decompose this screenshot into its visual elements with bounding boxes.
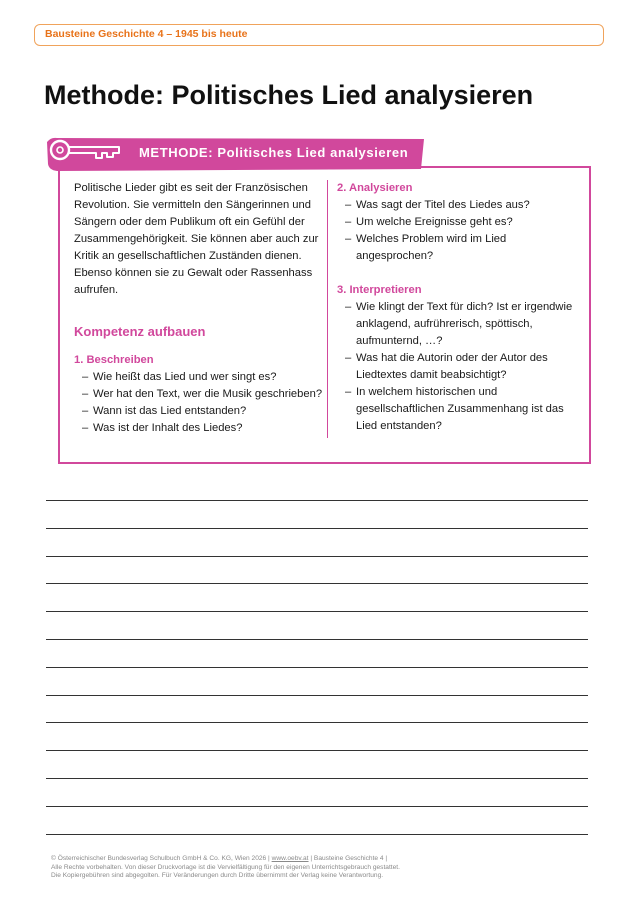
question-item: – Wann ist das Lied entstanden?	[82, 403, 324, 420]
question-item: – Wie klingt der Text für dich? Ist er irgendwie anklagend, aufrührerisch, spöttisch, aufmunternd, …?	[345, 299, 582, 350]
writing-line	[46, 806, 588, 807]
series-header	[34, 24, 604, 46]
writing-lines	[46, 500, 588, 861]
banner-title: METHODE: Politisches Lied analysieren	[139, 145, 409, 160]
copyright-footer	[51, 855, 591, 881]
step-analysieren	[337, 180, 582, 265]
page-title: Methode: Politisches Lied analysieren	[44, 80, 534, 110]
footer-line-1	[51, 855, 591, 864]
writing-line	[46, 667, 588, 668]
key-icon	[47, 136, 125, 164]
publisher-link[interactable]: www.oebv.at	[271, 855, 309, 862]
step-beschreiben	[74, 352, 324, 437]
question-item: – Um welche Ereignisse geht es?	[345, 214, 582, 231]
step-heading: 2. Analysieren	[337, 182, 413, 194]
writing-line	[46, 695, 588, 696]
writing-line	[46, 834, 588, 835]
writing-line	[46, 722, 588, 723]
step-heading: 1. Beschreiben	[74, 354, 154, 366]
question-list	[337, 197, 582, 265]
kompetenz-heading: Kompetenz aufbauen	[74, 324, 206, 339]
step-interpretieren	[337, 282, 582, 435]
footer-text: | Bausteine Geschichte 4 |	[310, 855, 388, 862]
footer-line-3: Die Kopiergebühren sind abgegolten. Für Veränderungen durch Dritte übernimmt der Verlag keine Verantwortung.	[51, 872, 384, 880]
writing-line	[46, 639, 588, 640]
question-item: – Welches Problem wird im Lied angesprochen?	[345, 231, 582, 265]
method-banner	[47, 136, 424, 172]
footer-text: © Österreichischer Bundesverlag Schulbuch GmbH & Co. KG, Wien 2026 |	[51, 855, 270, 862]
writing-line	[46, 500, 588, 501]
question-list	[337, 299, 582, 435]
question-item: – In welchem historischen und gesellschaftlichen Zusammenhang ist das Lied entstanden?	[345, 384, 582, 435]
intro-text: Politische Lieder gibt es seit der Französischen Revolution. Sie vermitteln den Sängerinnen und Sängern oder dem Publikum oft ein Gefühl der Zusammengehörigkeit. Sie können aber auch zur Kritik an gesellschaftlichen Zuständen dienen. Ebenso können sie zu Gewalt oder Rassenhass aufrufen.	[74, 182, 319, 296]
writing-line	[46, 583, 588, 584]
question-item: – Was ist der Inhalt des Liedes?	[82, 420, 324, 437]
question-item: – Was sagt der Titel des Liedes aus?	[345, 197, 582, 214]
left-column	[74, 180, 324, 437]
writing-line	[46, 778, 588, 779]
column-divider	[327, 180, 328, 438]
series-label: Bausteine Geschichte 4 – 1945 bis heute	[45, 28, 248, 40]
question-list	[74, 369, 324, 437]
question-item: – Was hat die Autorin oder der Autor des Liedtextes damit beabsichtigt?	[345, 350, 582, 384]
writing-line	[46, 556, 588, 557]
writing-line	[46, 750, 588, 751]
writing-line	[46, 528, 588, 529]
question-item: – Wie heißt das Lied und wer singt es?	[82, 369, 324, 386]
right-column	[337, 180, 582, 435]
writing-line	[46, 611, 588, 612]
step-heading: 3. Interpretieren	[337, 284, 422, 296]
question-item: – Wer hat den Text, wer die Musik geschrieben?	[82, 386, 324, 403]
footer-line-2: Alle Rechte vorbehalten. Von dieser Druckvorlage ist die Vervielfältigung für den eigenen Unterrichtsgebrauch gestattet.	[51, 863, 400, 871]
